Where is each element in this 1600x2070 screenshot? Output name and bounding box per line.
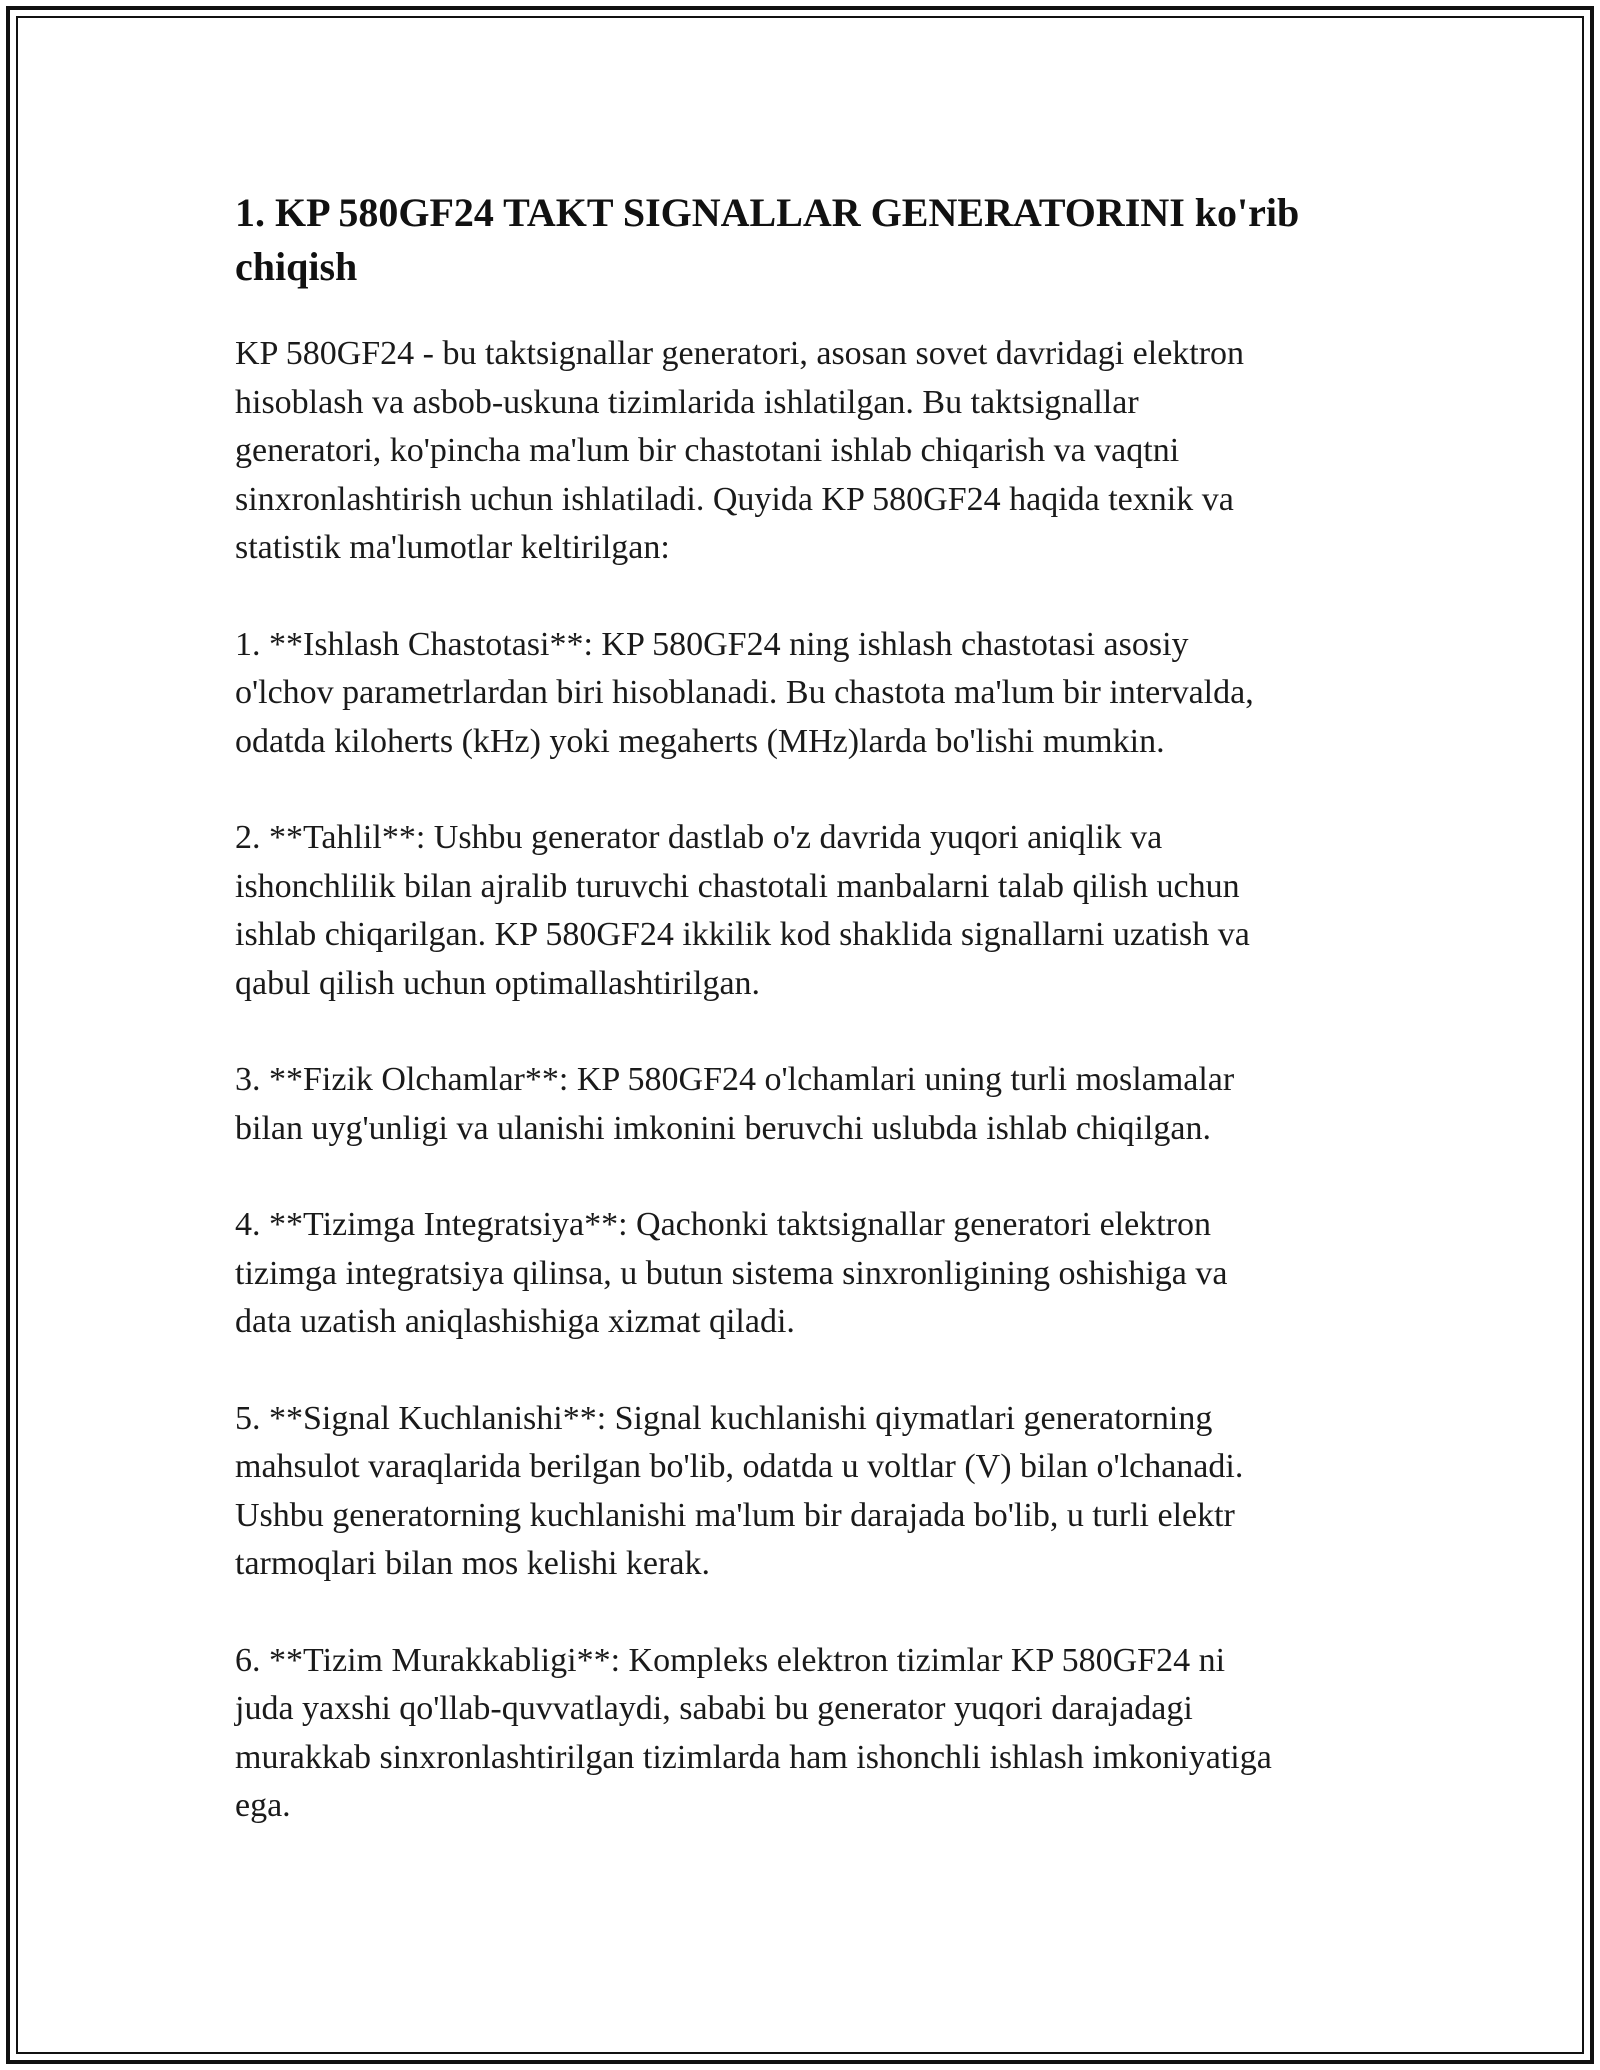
item-3-fizik-olchamlar: 3. **Fizik Olchamlar**: KP 580GF24 o'lchamlari uning turli moslamalar bilan uyg'unligi va ulanishi imkonini beruvchi uslubda ishlab chiqilgan. <box>235 1061 1235 1147</box>
item-5-signal-kuchlanishi: 5. **Signal Kuchlanishi**: Signal kuchlanishi qiymatlari generatorning mahsulot varaqlarida berilgan bo'lib, odatda u voltlar (V) bilan o'lchanadi. Ushbu generatorning kuchlanishi ma'lum bir darajada bo'lib, u turli elektr tarmoqlari bilan mos kelishi kerak. <box>235 1399 1244 1582</box>
document-title: 1. KP 580GF24 TAKT SIGNALLAR GENERATORINI ko'rib chiqish <box>235 190 1300 289</box>
intro-paragraph: KP 580GF24 - bu taktsignallar generatori, asosan sovet davridagi elektron hisoblash va asbob-uskuna tizimlarida ishlatilgan. Bu taktsignallar generatori, ko'pincha ma'lum bir chastotani ishlab chiqarish va vaqtni sinxronlashtirish uchun ishlatiladi. Quyida KP 580GF24 haqida texnik va statistik ma'lumotlar keltirilgan: <box>235 335 1245 566</box>
document-body <box>235 186 1375 1879</box>
item-2-tahlil: 2. **Tahlil**: Ushbu generator dastlab o'z davrida yuqori aniqlik va ishonchlilik bilan ajralib turuvchi chastotali manbalarni talab qilish uchun ishlab chiqarilgan. KP 580GF24 ikkilik kod shaklida signallarni uzatish va qabul qilish uchun optimallashtirilgan. <box>235 819 1250 1002</box>
item-1-ishlash-chastotasi: 1. **Ishlash Chastotasi**: KP 580GF24 ning ishlash chastotasi asosiy o'lchov parametrlardan biri hisoblanadi. Bu chastota ma'lum bir intervalda, odatda kiloherts (kHz) yoki megaherts (MHz)larda bo'lishi mumkin. <box>235 625 1254 760</box>
item-6-tizim-murakkabligi: 6. **Tizim Murakkabligi**: Kompleks elektron tizimlar KP 580GF24 ni juda yaxshi qo'llab-quvvatlaydi, sababi bu generator yuqori darajadagi murakkab sinxronlashtirilgan tizimlarda ham ishonchli ishlash imkoniyatiga ega. <box>235 1641 1272 1824</box>
item-4-tizimga-integratsiya: 4. **Tizimga Integratsiya**: Qachonki taktsignallar generatori elektron tizimga integratsiya qilinsa, u butun sistema sinxronligining oshishiga va data uzatish aniqlashishiga xizmat qiladi. <box>235 1206 1228 1340</box>
